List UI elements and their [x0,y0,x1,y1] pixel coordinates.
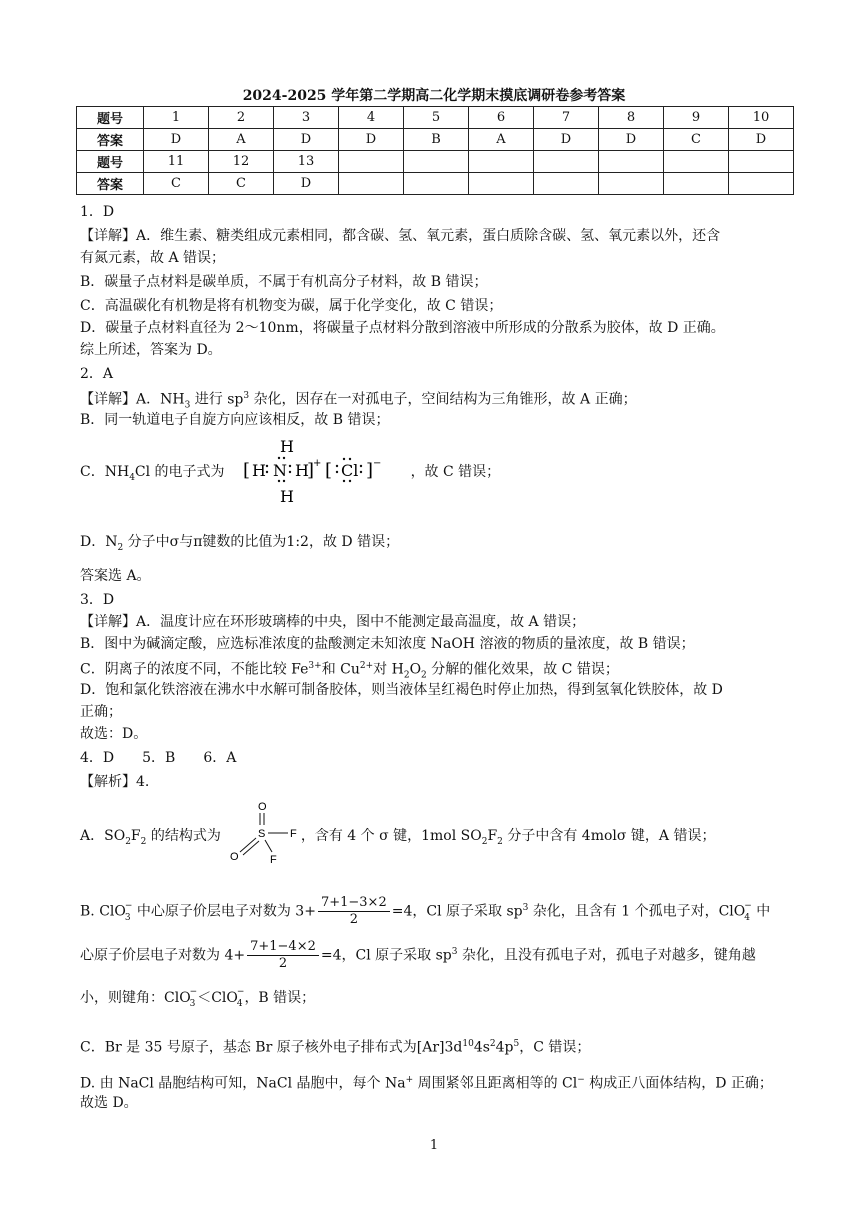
q4-option-b [80,895,770,928]
superscript: 2+ [359,661,374,671]
text: 周围紧邻且距离相等的 Cl [413,1075,578,1092]
superscript: 10 [462,1039,474,1049]
superscript: 3 [522,902,529,913]
text: 【详解】A． [80,391,161,408]
row-header: 答案 [77,129,144,151]
text: 杂化，因存在一对孤电子，空间结构为三角锥形，故 A 正确； [249,391,637,408]
table-row [77,151,794,173]
text: 分子中σ与π键数的比值为1:2，故 D 错误； [123,534,400,550]
right-bracket: ] [307,460,315,481]
table-cell: B [404,129,469,151]
q1-line: C．高温碳化有机物是将有机物变为碳，属于化学变化，故 C 错误； [80,298,503,314]
text: F [487,828,498,844]
page-number: 1 [429,1138,439,1153]
q2-line: 答案选 A。 [80,568,151,584]
superscript: 5 [513,1039,520,1049]
text: 构成正八面体结构，D 正确； [584,1075,773,1092]
text: 分子中含有 4molσ 键，A 错误； [502,828,716,844]
table-row [77,107,794,129]
text: F [130,828,141,844]
text: ＜ClO [197,990,238,1006]
q456-line: 【解析】4. [80,774,150,790]
superscript: + [405,1075,414,1085]
f-atom: F [290,828,297,840]
text: ，C 错误； [519,1039,591,1056]
s-atom: S [258,828,266,840]
o-atom: O [230,851,239,863]
superscript: − [124,900,133,911]
table-cell: 1 [144,107,209,129]
row-header: 答案 [77,173,144,195]
table-cell: D [534,129,599,151]
q3-line: D．饱和氯化铁溶液在沸水中水解可制备胶体，则当液体呈红褐色时停止加热，得到氢氧化铁胶体，故 D [80,682,723,698]
h-atom: H [280,437,294,456]
table-cell [534,173,599,195]
table-cell [729,173,794,195]
table-cell: 10 [729,107,794,129]
table-cell: 5 [404,107,469,129]
q4-option-d [80,1070,773,1094]
q3-line: B．图中为碱滴定酸，应选标准浓度的盐酸测定未知浓度 NaOH 溶液的物质的量浓度，故 B 错误； [80,636,695,652]
table-cell [664,173,729,195]
electron-formula-diagram [240,434,400,510]
table-row [77,173,794,195]
text: Cl 的电子式为 [134,464,225,480]
text: ，B 错误； [244,990,316,1006]
superscript: − [744,900,752,911]
superscript: 3 [451,946,458,957]
q4-option-b-cont [80,939,756,972]
row-header: 题号 [77,107,144,129]
q4-option-c [80,1034,590,1058]
text: =4，Cl 原子采取 sp [320,947,452,964]
table-cell: 7 [534,107,599,129]
table-cell: A [209,129,274,151]
text: ，故 C 错误； [410,464,501,480]
answer-table [76,106,794,195]
text: A．SO [80,828,126,844]
table-cell: 11 [144,151,209,173]
fraction [318,895,390,928]
q4-option-a [80,826,715,852]
q1-heading: 1．D [80,204,115,220]
superscript: − [189,987,198,997]
table-cell: 13 [274,151,339,173]
subscript: 4 [744,912,750,923]
formula: NH [104,464,130,480]
table-cell: 2 [209,107,274,129]
table-cell [339,173,404,195]
table-cell: D [729,129,794,151]
q2-line [80,532,399,558]
q3-line: 正确； [80,704,122,720]
text: 中 [751,903,771,920]
subscript: 3 [189,999,196,1009]
subscript: 2 [421,670,427,681]
subscript: 4 [129,472,135,483]
table-cell: D [274,173,339,195]
page-title: 2024-2025 学年第二学期高二化学期末摸底调研卷参考答案 [242,88,626,104]
table-cell [664,151,729,173]
text: 杂化，且含有 1 个孤电子对，ClO [528,903,746,920]
so2f2-structure-diagram [222,796,322,866]
text: D． [80,534,106,550]
table-cell: 6 [469,107,534,129]
superscript: 3 [243,391,250,401]
table-cell [599,151,664,173]
q1-line: D．碳量子点材料直径为 2～10nm，将碳量子点材料分散到溶液中所形成的分散系为胶体，故 D 正确。 [80,320,725,336]
minus-charge: − [373,458,382,469]
text: 杂化，且没有孤电子对，孤电子对越多，键角越 [457,947,756,964]
text: 和 Cu [321,661,360,678]
q1-line: 有氮元素，故 A 错误； [80,250,226,266]
f-atom: F [270,854,277,866]
text: 小，则键角：ClO [80,990,191,1006]
formula: [Ar]3d [416,1039,463,1056]
q4-line: 故选 D。 [80,1095,138,1111]
formula: 4p [495,1039,514,1056]
table-cell [534,151,599,173]
table-cell: C [144,173,209,195]
formula: NH [160,391,185,408]
row-header: 题号 [77,151,144,173]
subscript: 2 [497,836,503,847]
h-atom: H [280,487,294,506]
superscript: − [236,987,245,997]
left-bracket: [ [243,460,251,481]
subscript: 3 [124,912,131,923]
q2-heading: 2．A [80,366,114,382]
fraction-numerator: 7+1−3×2 [318,895,390,912]
q1-line: B．碳量子点材料是碳单质，不属于有机高分子材料，故 B 错误； [80,274,488,290]
table-cell [404,173,469,195]
text: B. ClO [80,903,126,920]
table-cell: C [209,173,274,195]
n-atom: N [273,461,287,480]
superscript: 3+ [308,661,322,671]
q456-heading: 4．D 5．B 6．A [80,750,237,766]
superscript: 2 [489,1039,496,1049]
table-cell [404,151,469,173]
table-row [77,129,794,151]
subscript: 2 [125,836,131,847]
table-cell: 12 [209,151,274,173]
q3-heading: 3．D [80,592,115,608]
table-cell: D [144,129,209,151]
table-cell: D [599,129,664,151]
cl-atom: Cl [341,461,359,480]
q3-line: 【详解】A．温度计应在环形玻璃棒的中央，图中不能测定最高温度，故 A 错误； [80,614,586,630]
table-cell [599,173,664,195]
table-cell: 3 [274,107,339,129]
q1-line: 【详解】A．维生素、糖类组成元素相同，都含碳、氢、氧元素，蛋白质除含碳、氢、氧元素以外，还含 [80,228,721,244]
table-cell: 4 [339,107,404,129]
superscript: − [577,1075,585,1085]
table-cell: D [274,129,339,151]
table-cell [339,151,404,173]
table-cell: C [664,129,729,151]
table-cell [469,173,534,195]
fraction [247,939,319,972]
subscript: 3 [184,400,191,411]
subscript: 2 [403,670,410,681]
text: C．阴离子的浓度不同，不能比较 Fe [80,661,309,678]
subscript: 2 [117,542,124,553]
text: 的结构式为 [146,828,221,844]
text: 对 H [373,661,404,678]
o-atom: O [258,801,267,813]
h-atom: H [252,461,266,480]
text: 心原子价层电子对数为 4+ [80,947,246,964]
fraction-numerator: 7+1−4×2 [247,939,319,956]
left-bracket: [ [325,460,333,481]
fraction-denominator: 2 [349,912,358,927]
subscript: 2 [140,836,147,847]
subscript: 4 [236,999,243,1009]
q1-line: 综上所述，答案为 D。 [80,342,222,358]
plus-charge: + [313,458,322,469]
q4-option-b-cont [80,986,315,1010]
right-bracket: ] [366,460,374,481]
table-cell: 8 [599,107,664,129]
table-cell: A [469,129,534,151]
formula: N [105,534,118,550]
text: D. 由 NaCl 晶胞结构可知，NaCl 晶胞中，每个 Na [80,1075,406,1092]
q3-line: 故选：D。 [80,726,148,742]
h-atom: H [295,461,309,480]
subscript: 2 [481,836,488,847]
text: 中心原子价层电子对数为 3+ [132,903,316,920]
table-cell [469,151,534,173]
table-cell: D [339,129,404,151]
formula: 4s [473,1039,490,1056]
fraction-denominator: 2 [278,956,288,971]
text: 进行 sp [190,391,244,408]
text: ，含有 4 个 σ 键，1mol SO [300,828,482,844]
table-cell: 9 [664,107,729,129]
q2-line: B．同一轨道电子自旋方向应该相反，故 B 错误； [80,412,390,428]
text: C． [80,464,105,480]
text: O [409,661,422,678]
text: C．Br 是 35 号原子，基态 Br 原子核外电子排布式为 [80,1039,417,1056]
text: 分解的催化效果，故 C 错误； [426,661,619,678]
text: =4，Cl 原子采取 sp [391,903,523,920]
table-cell [729,151,794,173]
